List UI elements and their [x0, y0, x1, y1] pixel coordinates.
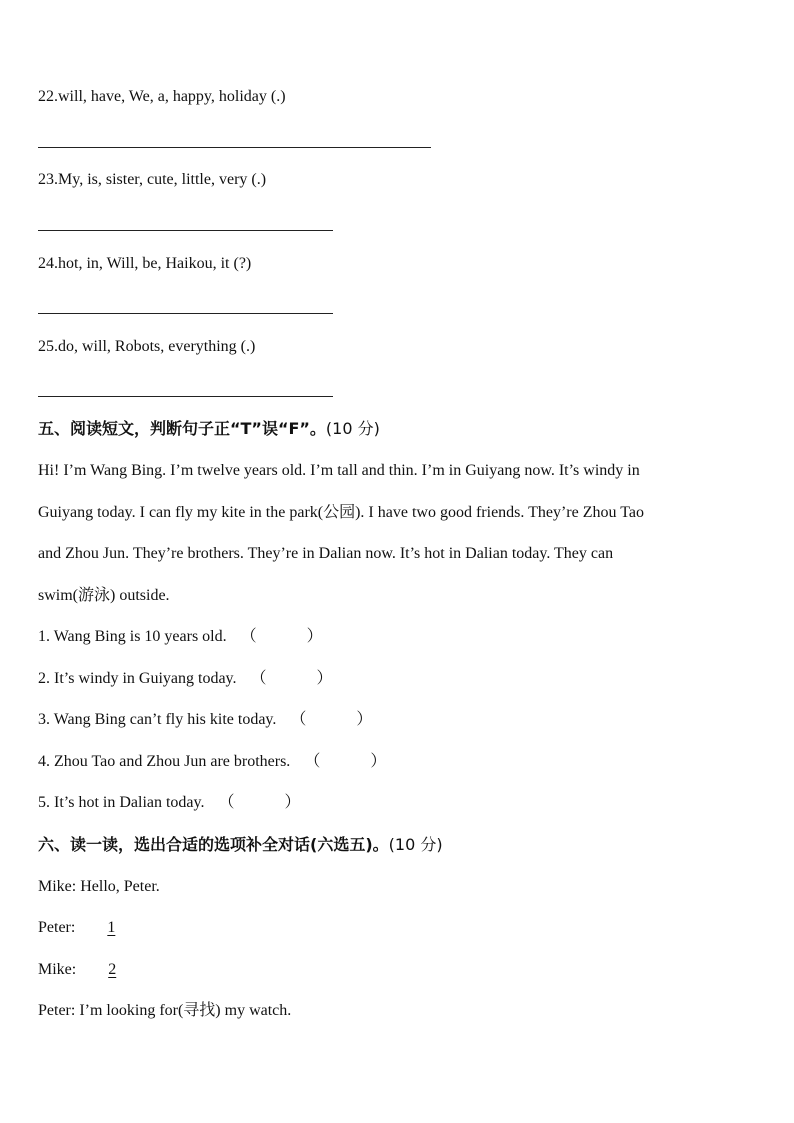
answer-line-25 — [38, 396, 333, 397]
item-words: My, is, sister, cute, little, very (.) — [58, 171, 267, 188]
answer-bracket[interactable]: （ ） — [290, 711, 373, 728]
reorder-item-22 — [38, 86, 286, 108]
section-six-heading — [38, 834, 443, 856]
passage-line-4: swim(游泳) outside. — [38, 587, 170, 604]
tf-question-3 — [38, 709, 372, 731]
question-text: 3. Wang Bing can’t fly his kite today. — [38, 711, 277, 728]
passage-line-2: Guiyang today. I can fly my kite in the park(公园). I have two good friends. They’re Zhou Tao — [38, 504, 644, 521]
item-number: 24. — [38, 255, 58, 272]
answer-bracket[interactable]: （ ） — [218, 794, 301, 811]
answer-bracket[interactable]: （ ） — [304, 753, 387, 770]
item-words: hot, in, Will, be, Haikou, it (?) — [58, 255, 252, 272]
tf-question-2 — [38, 668, 333, 690]
item-words: will, have, We, a, happy, holiday (.) — [58, 88, 286, 105]
reorder-item-24 — [38, 253, 251, 275]
reorder-item-25 — [38, 336, 255, 358]
section-five-heading — [38, 418, 380, 440]
dialogue-blank-1[interactable]: 1 — [107, 919, 116, 936]
dialogue-line-2 — [38, 917, 143, 939]
item-number: 22. — [38, 88, 58, 105]
answer-bracket[interactable]: （ ） — [250, 670, 333, 687]
answer-line-23 — [38, 230, 333, 231]
question-text: 5. It’s hot in Dalian today. — [38, 794, 205, 811]
dialogue-text: Hello, Peter. — [80, 878, 160, 895]
section-five-title: 五、阅读短文，判断句子正“T”误“F”。 — [38, 419, 326, 438]
question-text: 1. Wang Bing is 10 years old. — [38, 628, 227, 645]
tf-question-5 — [38, 792, 301, 814]
section-six-points: (10 分) — [388, 835, 443, 854]
dialogue-line-1 — [38, 876, 160, 898]
question-text: 2. It’s windy in Guiyang today. — [38, 670, 237, 687]
dialogue-line-3 — [38, 959, 144, 981]
dialogue-blank-2[interactable]: 2 — [108, 961, 117, 978]
section-five-points: (10 分) — [325, 419, 380, 438]
dialogue-text: I’m looking for(寻找) my watch. — [79, 1002, 292, 1019]
question-text: 4. Zhou Tao and Zhou Jun are brothers. — [38, 753, 291, 770]
tf-question-1 — [38, 626, 323, 648]
tf-question-4 — [38, 751, 386, 773]
speaker: Mike: — [38, 961, 77, 978]
answer-bracket[interactable]: （ ） — [240, 628, 323, 645]
reorder-item-23 — [38, 169, 266, 191]
speaker: Peter: — [38, 919, 76, 936]
dialogue-line-4 — [38, 1000, 291, 1022]
passage-line-1: Hi! I’m Wang Bing. I’m twelve years old. I’m tall and thin. I’m in Guiyang now. It’s windy in — [38, 462, 640, 479]
item-number: 23. — [38, 171, 58, 188]
item-number: 25. — [38, 338, 58, 355]
answer-line-24 — [38, 313, 333, 314]
section-six-title: 六、读一读，选出合适的选项补全对话(六选五)。 — [38, 835, 389, 854]
speaker: Peter: — [38, 1002, 76, 1019]
passage-line-3: and Zhou Jun. They’re brothers. They’re in Dalian now. It’s hot in Dalian today. They can — [38, 545, 614, 562]
item-words: do, will, Robots, everything (.) — [58, 338, 256, 355]
speaker: Mike: — [38, 878, 77, 895]
answer-line-22 — [38, 147, 431, 148]
